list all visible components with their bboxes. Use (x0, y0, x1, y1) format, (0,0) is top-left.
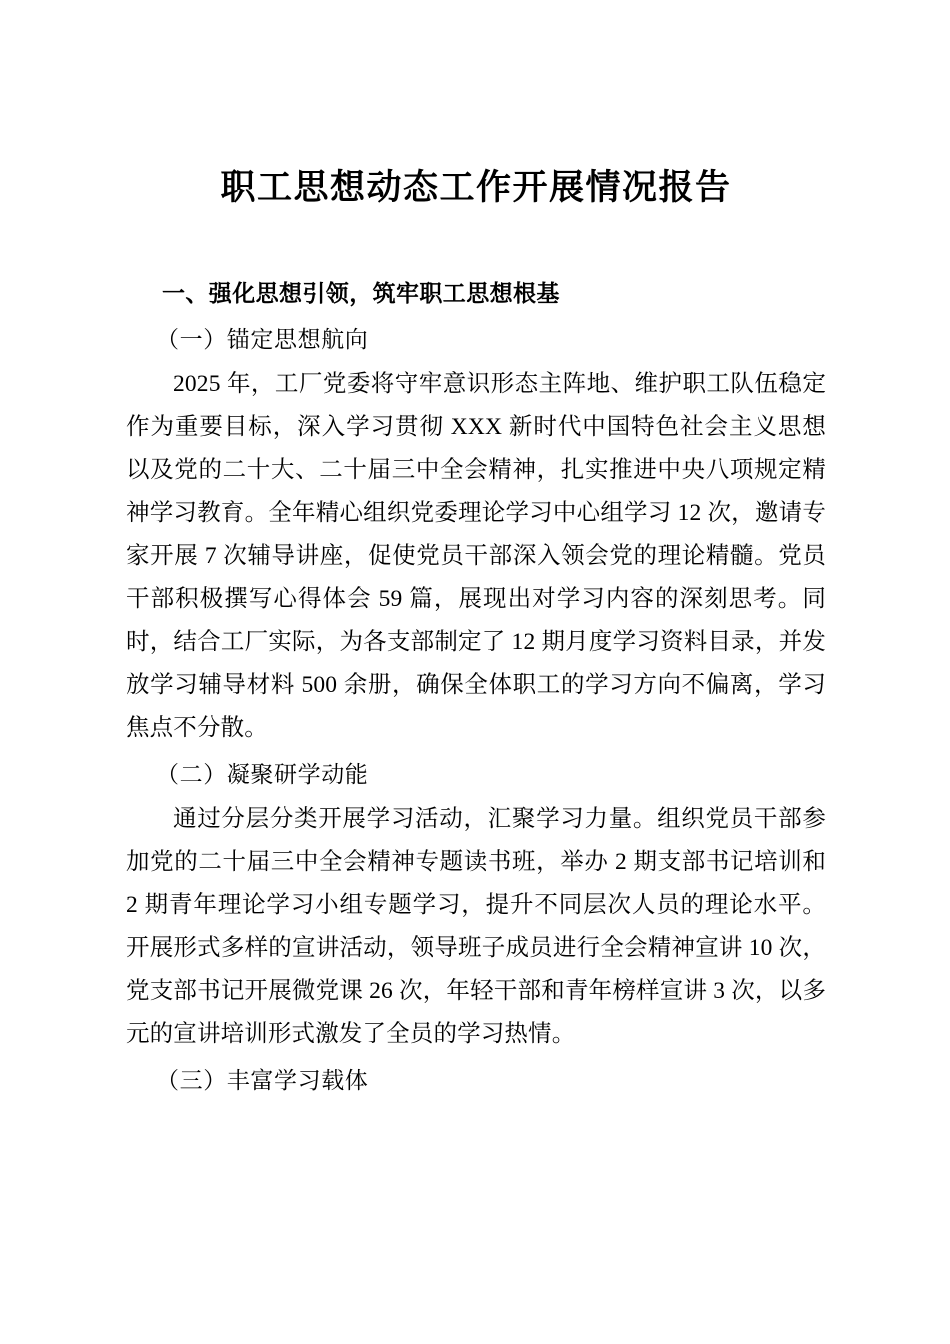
paragraph-1: 2025 年，工厂党委将守牢意识形态主阵地、维护职工队伍稳定作为重要目标，深入学习贯彻 XXX 新时代中国特色社会主义思想以及党的二十大、二十届三中全会精神，扎实推进中央八项规定精神学习教育。全年精心组织党委理论学习中心组学习 12 次，邀请专家开展 7 次辅导讲座，促使党员干部深入领会党的理论精髓。党员干部积极撰写心得体会 59 篇，展现出对学习内容的深刻思考。同时，结合工厂实际，为各支部制定了 12 期月度学习资料目录，并发放学习辅导材料 500 余册，确保全体职工的学习方向不偏离，学习焦点不分散。 (126, 371, 826, 741)
section-heading-1: 一、强化思想引领，筑牢职工思想根基 (162, 280, 560, 306)
subsection-heading-2: （二）凝聚研学动能 (156, 762, 369, 787)
page-title: 职工思想动态工作开展情况报告 (220, 168, 732, 207)
subsection-heading-3: （三）丰富学习载体 (156, 1068, 369, 1093)
paragraph-2: 通过分层分类开展学习活动，汇聚学习力量。组织党员干部参加党的二十届三中全会精神专题读书班，举办 2 期支部书记培训和 2 期青年理论学习小组专题学习，提升不同层次人员的理论水平。开展形式多样的宣讲活动，领导班子成员进行全会精神宣讲 10 次，党支部书记开展微党课 26 次，年轻干部和青年榜样宣讲 3 次，以多元的宣讲培训形式激发了全员的学习热情。 (126, 806, 826, 1047)
subsection-heading-1: （一）锚定思想航向 (156, 327, 369, 352)
document-body (126, 0, 826, 1102)
